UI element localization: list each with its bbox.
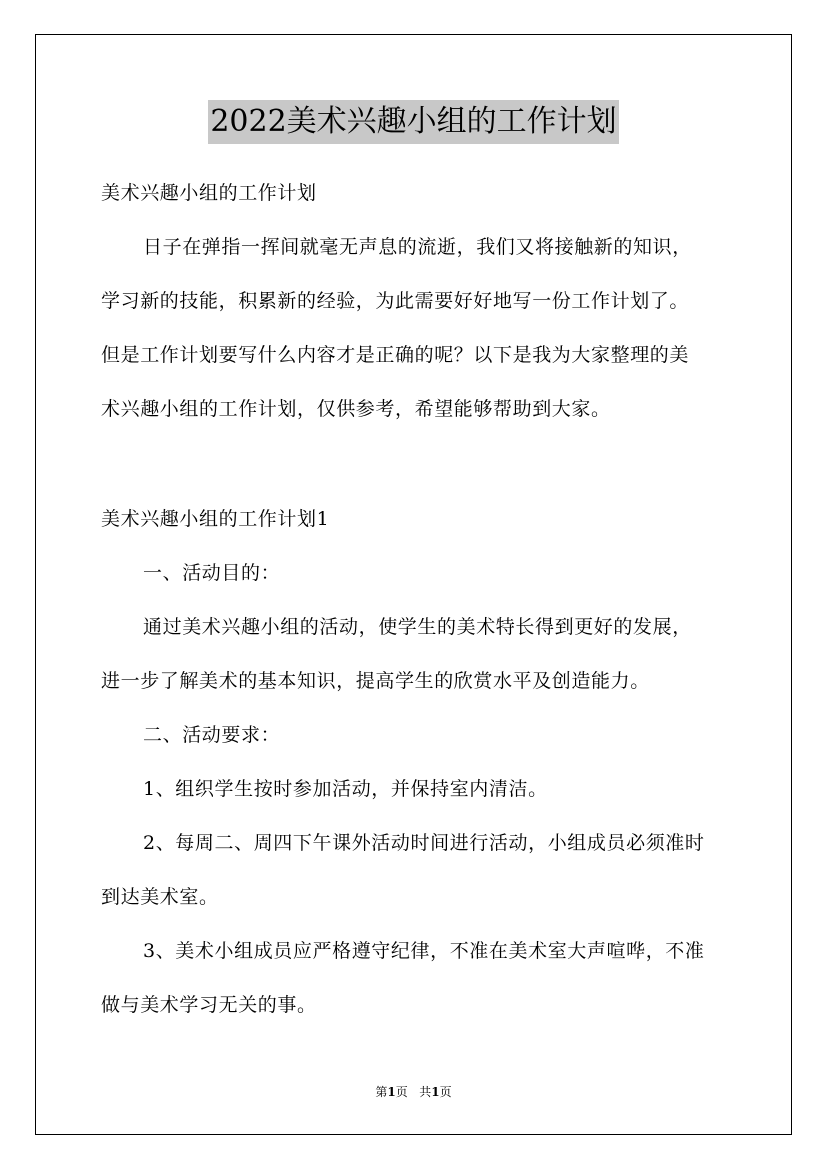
footer-page-prefix: 第 [375, 1085, 388, 1099]
intro-line-2: 学习新的技能，积累新的经验，为此需要好好地写一份工作计划了。 [101, 290, 690, 312]
footer-page-number: 1 [387, 1085, 396, 1099]
page-footer [0, 1083, 827, 1101]
purpose-line-1: 通过美术兴趣小组的活动，使学生的美术特长得到更好的发展， [143, 616, 692, 638]
requirement-3-line-2: 做与美术学习无关的事。 [101, 994, 317, 1016]
title-container [0, 100, 827, 144]
document-subtitle: 美术兴趣小组的工作计划 [101, 182, 317, 204]
intro-line-4: 术兴趣小组的工作计划，仅供参考，希望能够帮助到大家。 [101, 398, 611, 420]
requirement-3-line-1: 3、美术小组成员应严格遵守纪律，不准在美术室大声喧哗，不准 [143, 940, 705, 962]
footer-total-suffix: 页 [439, 1085, 452, 1099]
heading-purpose: 一、活动目的： [143, 562, 281, 584]
purpose-line-2: 进一步了解美术的基本知识，提高学生的欣赏水平及创造能力。 [101, 670, 650, 692]
requirement-2-line-2: 到达美术室。 [101, 886, 219, 908]
footer-total-number: 1 [431, 1085, 440, 1099]
section-heading: 美术兴趣小组的工作计划1 [101, 508, 330, 530]
requirement-2-line-1: 2、每周二、周四下午课外活动时间进行活动，小组成员必须准时 [143, 832, 705, 854]
intro-line-3: 但是工作计划要写什么内容才是正确的呢？以下是我为大家整理的美 [101, 344, 690, 366]
footer-total-prefix: 共 [419, 1085, 432, 1099]
document-title: 2022美术兴趣小组的工作计划 [208, 100, 618, 144]
heading-requirements: 二、活动要求： [143, 724, 281, 746]
requirement-1: 1、组织学生按时参加活动，并保持室内清洁。 [143, 778, 548, 800]
footer-page-suffix: 页 [395, 1085, 408, 1099]
intro-line-1: 日子在弹指一挥间就毫无声息的流逝，我们又将接触新的知识， [143, 236, 692, 258]
